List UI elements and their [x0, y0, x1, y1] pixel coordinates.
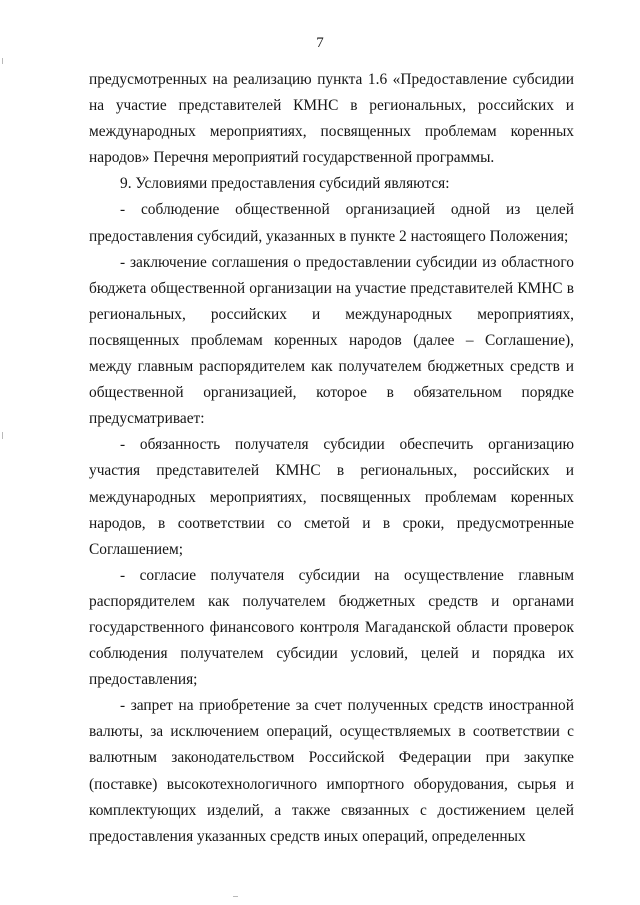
paragraph-condition-goals: - соблюдение общественной организацией одной из целей предоставления субсидий, указанных в пункте 2 настоящего Положения; [89, 201, 574, 245]
paragraph-clause-9: 9. Условиями предоставления субсидий являются: [120, 175, 450, 193]
paragraph-consent: - согласие получателя субсидии на осуществление главным распорядителем как получателем бюджетных средств и органами государственного финансового контроля Магаданской области проверок соблюдения получателем субсидии условий, целей и порядка их предоставления; [89, 566, 574, 689]
scan-edge-mark [233, 896, 238, 897]
paragraph-prohibition: - запрет на приобретение за счет полученных средств иностранной валюты, за исключением операций, осуществляемых в соответствии с валютным законодательством Российской Федерации при закупке (поставке) высокотехнологичного импортного оборудования, сырья и комплектующих изделий, а также связанных с достижением целей предоставления указанных средств иных операций, определенных [89, 697, 574, 845]
page-number: 7 [316, 35, 324, 51]
scan-edge-mark [2, 58, 3, 64]
body-text [89, 67, 574, 850]
paragraph-continuation: предусмотренных на реализацию пункта 1.6 «Предоставление субсидии на участие представителей КМНС в региональных, российских и международных мероприятиях, посвященных проблемам коренных народов» Перечня мероприятий государственной программы. [89, 71, 574, 167]
scan-edge-mark [2, 432, 3, 439]
paragraph-condition-agreement: - заключение соглашения о предоставлении субсидии из областного бюджета общественной организации на участие представителей КМНС в региональных, российских и международных мероприятиях, посвященных проблемам коренных народов (далее – Соглашение), между главным распорядителем как получателем бюджетных средств и общественной организацией, которое в обязательном порядке предусматривает: [89, 253, 574, 428]
paragraph-obligation: - обязанность получателя субсидии обеспечить организацию участия представителей КМНС в региональных, российских и международных мероприятиях, посвященных проблемам коренных народов, в соответствии со сметой и в сроки, предусмотренные Соглашением; [89, 436, 574, 558]
